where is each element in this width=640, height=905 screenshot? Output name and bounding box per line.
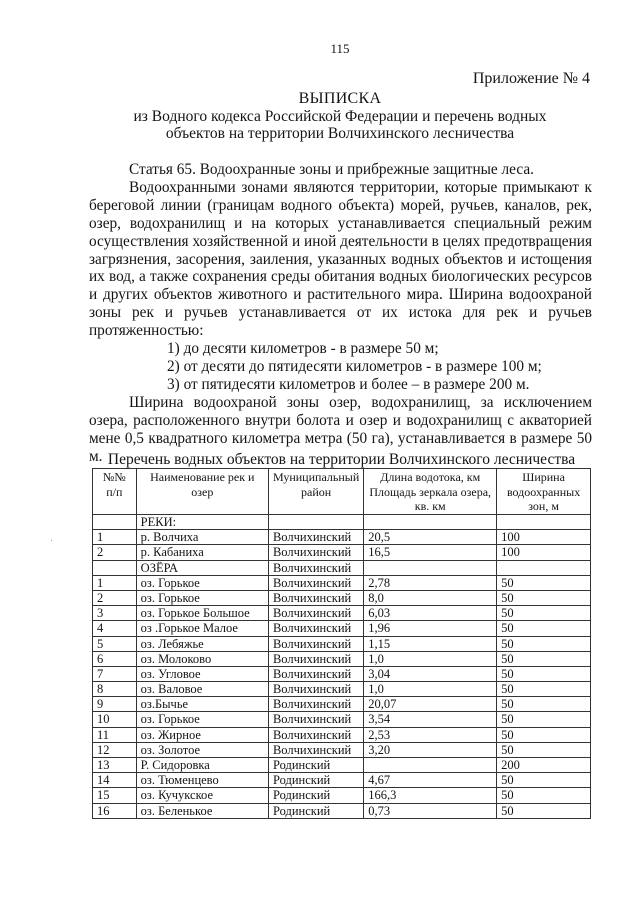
- cell-zone-width: [497, 515, 591, 530]
- cell-size: 3,20: [364, 742, 497, 757]
- cell-size: 2,78: [364, 575, 497, 590]
- table-row: [93, 636, 591, 651]
- cell-district: Волчихинский: [268, 636, 363, 651]
- cell-district: Волчихинский: [268, 575, 363, 590]
- cell-district: Волчихинский: [268, 606, 363, 621]
- cell-size: 1,0: [364, 682, 497, 697]
- cell-name: оз. Валовое: [136, 682, 268, 697]
- cell-number: 8: [93, 682, 137, 697]
- cell-number: 4: [93, 621, 137, 636]
- cell-size: 3,04: [364, 666, 497, 681]
- cell-size: 20,07: [364, 697, 497, 712]
- table-row: [93, 590, 591, 605]
- cell-number: 5: [93, 636, 137, 651]
- cell-number: 2: [93, 590, 137, 605]
- cell-number: 11: [93, 727, 137, 742]
- table-row: [93, 697, 591, 712]
- cell-name: оз. Беленькое: [136, 803, 268, 818]
- table-row: [93, 742, 591, 757]
- cell-zone-width: 50: [497, 575, 591, 590]
- cell-zone-width: 50: [497, 590, 591, 605]
- cell-size: 4,67: [364, 773, 497, 788]
- cell-name: оз .Горькое Малое: [136, 621, 268, 636]
- cell-zone-width: 50: [497, 803, 591, 818]
- cell-district: Волчихинский: [268, 590, 363, 605]
- cell-district: Волчихинский: [268, 697, 363, 712]
- cell-number: 1: [93, 530, 137, 545]
- cell-size: [364, 560, 497, 575]
- header-district: Муниципальный район: [268, 469, 363, 515]
- article-heading: Статья 65. Водоохранные зоны и прибрежные защитные леса.: [129, 161, 534, 178]
- table-row: [93, 530, 591, 545]
- cell-size: 166,3: [364, 788, 497, 803]
- cell-zone-width: 50: [497, 636, 591, 651]
- cell-zone-width: 50: [497, 621, 591, 636]
- cell-name: оз. Горькое: [136, 590, 268, 605]
- cell-number: 13: [93, 758, 137, 773]
- table-row: [93, 727, 591, 742]
- cell-zone-width: 100: [497, 530, 591, 545]
- cell-zone-width: 50: [497, 773, 591, 788]
- cell-size: [364, 758, 497, 773]
- article-paragraph-2: Ширина водоохраной зоны озер, водохранилищ, за исключением озера, расположенного внутри болота и озер и водохранилищ с акваторией мене 0,5 квадратного километра метра (50 га), устанавливается в размере 50 м.: [89, 393, 592, 465]
- cell-district: [268, 515, 363, 530]
- cell-number: 7: [93, 666, 137, 681]
- list-item: 2) от десяти до пятидесяти километров - в размере 100 м;: [167, 357, 542, 375]
- header-name: Наименование рек и озер: [136, 469, 268, 515]
- cell-zone-width: [497, 560, 591, 575]
- cell-name: р. Волчиха: [136, 530, 268, 545]
- cell-name: оз. Молоково: [136, 651, 268, 666]
- cell-number: [93, 560, 137, 575]
- table-row: [93, 712, 591, 727]
- cell-name: оз. Кучукское: [136, 788, 268, 803]
- table-row: [93, 758, 591, 773]
- table-row: [93, 651, 591, 666]
- table-row: [93, 621, 591, 636]
- title-line-2: объектов на территории Волчихинского лесничества: [165, 125, 515, 142]
- table-row: [93, 545, 591, 560]
- table-row: [93, 803, 591, 818]
- cell-district: Родинский: [268, 788, 363, 803]
- cell-district: Волчихинский: [268, 682, 363, 697]
- cell-district: Родинский: [268, 803, 363, 818]
- cell-size: 6,03: [364, 606, 497, 621]
- cell-size: 8,0: [364, 590, 497, 605]
- cell-number: 15: [93, 788, 137, 803]
- cell-zone-width: 50: [497, 682, 591, 697]
- cell-name: оз. Горькое: [136, 575, 268, 590]
- cell-number: 12: [93, 742, 137, 757]
- cell-name: оз. Жирное: [136, 727, 268, 742]
- table-row: [93, 560, 591, 575]
- title-main: ВЫПИСКА: [298, 90, 382, 107]
- list-item: 3) от пятидесяти километров и более – в размере 200 м.: [167, 375, 530, 393]
- cell-name: оз. Горькое Большое: [136, 606, 268, 621]
- cell-district: Волчихинский: [268, 560, 363, 575]
- cell-district: Родинский: [268, 758, 363, 773]
- cell-zone-width: 50: [497, 788, 591, 803]
- table-row: [93, 666, 591, 681]
- cell-number: 14: [93, 773, 137, 788]
- cell-name: РЕКИ:: [136, 515, 268, 530]
- cell-district: Волчихинский: [268, 621, 363, 636]
- cell-zone-width: 50: [497, 666, 591, 681]
- scan-mark: [51, 540, 52, 541]
- cell-district: Волчихинский: [268, 742, 363, 757]
- cell-size: 3,54: [364, 712, 497, 727]
- cell-size: 1,15: [364, 636, 497, 651]
- cell-number: 2: [93, 545, 137, 560]
- cell-size: [364, 515, 497, 530]
- header-number: №№ п/п: [93, 469, 137, 515]
- cell-zone-width: 50: [497, 742, 591, 757]
- cell-district: Волчихинский: [268, 666, 363, 681]
- cell-district: Волчихинский: [268, 727, 363, 742]
- cell-name: Р. Сидоровка: [136, 758, 268, 773]
- cell-number: 6: [93, 651, 137, 666]
- table-row: [93, 606, 591, 621]
- cell-district: Волчихинский: [268, 712, 363, 727]
- cell-number: 1: [93, 575, 137, 590]
- cell-name: р. Кабаниха: [136, 545, 268, 560]
- table-row: [93, 788, 591, 803]
- cell-name: оз. Золотое: [136, 742, 268, 757]
- table-body: [93, 515, 591, 819]
- cell-size: 0,73: [364, 803, 497, 818]
- article-text: [89, 161, 592, 465]
- cell-zone-width: 50: [497, 606, 591, 621]
- cell-name: оз.Бычье: [136, 697, 268, 712]
- cell-size: 2,53: [364, 727, 497, 742]
- header-size: Длина водотока, км Площадь зеркала озера, кв. км: [364, 469, 497, 515]
- cell-name: оз. Тюменцево: [136, 773, 268, 788]
- cell-number: 10: [93, 712, 137, 727]
- cell-zone-width: 50: [497, 712, 591, 727]
- table-row: [93, 515, 591, 530]
- cell-zone-width: 50: [497, 697, 591, 712]
- table-row: [93, 682, 591, 697]
- cell-size: 16,5: [364, 545, 497, 560]
- page-number: 115: [330, 41, 350, 56]
- table-caption: Перечень водных объектов на территории Волчихинского лесничества: [107, 451, 576, 468]
- cell-name: оз. Угловое: [136, 666, 268, 681]
- cell-district: Волчихинский: [268, 545, 363, 560]
- appendix-label: Приложение № 4: [472, 70, 590, 87]
- cell-size: 20,5: [364, 530, 497, 545]
- water-objects-table: [92, 468, 591, 819]
- cell-zone-width: 50: [497, 651, 591, 666]
- cell-district: Волчихинский: [268, 530, 363, 545]
- table-row: [93, 575, 591, 590]
- list-item: 1) до десяти километров - в размере 50 м;: [167, 340, 439, 358]
- cell-number: [93, 515, 137, 530]
- title-line-1: из Водного кодекса Российской Федерации и перечень водных: [133, 107, 547, 125]
- header-zone-width: Ширина водоохранных зон, м: [497, 469, 591, 515]
- cell-name: оз. Лебяжье: [136, 636, 268, 651]
- cell-size: 1,0: [364, 651, 497, 666]
- cell-district: Волчихинский: [268, 651, 363, 666]
- cell-zone-width: 50: [497, 727, 591, 742]
- cell-name: ОЗЁРА: [136, 560, 268, 575]
- cell-zone-width: 100: [497, 545, 591, 560]
- cell-name: оз. Горькое: [136, 712, 268, 727]
- article-paragraph-1: Водоохранными зонами являются территории, которые примыкают к береговой линии (границам водного объекта) морей, ручьев, каналов, рек, озер, водохранилищ и на которых устанавливается специальный режим осуществления хозяйственной и иной деятельности в целях предотвращения загрязнения, засорения, заиления, указанных водных объектов и истощения их вод, а также сохранения среды обитания водных биологических ресурсов и других объектов животного и растительного мира. Ширина водоохраной зоны рек и ручьев устанавливается от их истока для рек и ручьев протяженностью:: [89, 178, 592, 340]
- cell-number: 3: [93, 606, 137, 621]
- table-header-row: [93, 469, 591, 515]
- cell-size: 1,96: [364, 621, 497, 636]
- table-row: [93, 773, 591, 788]
- cell-zone-width: 200: [497, 758, 591, 773]
- cell-district: Родинский: [268, 773, 363, 788]
- document-title: [90, 90, 590, 143]
- cell-number: 16: [93, 803, 137, 818]
- cell-number: 9: [93, 697, 137, 712]
